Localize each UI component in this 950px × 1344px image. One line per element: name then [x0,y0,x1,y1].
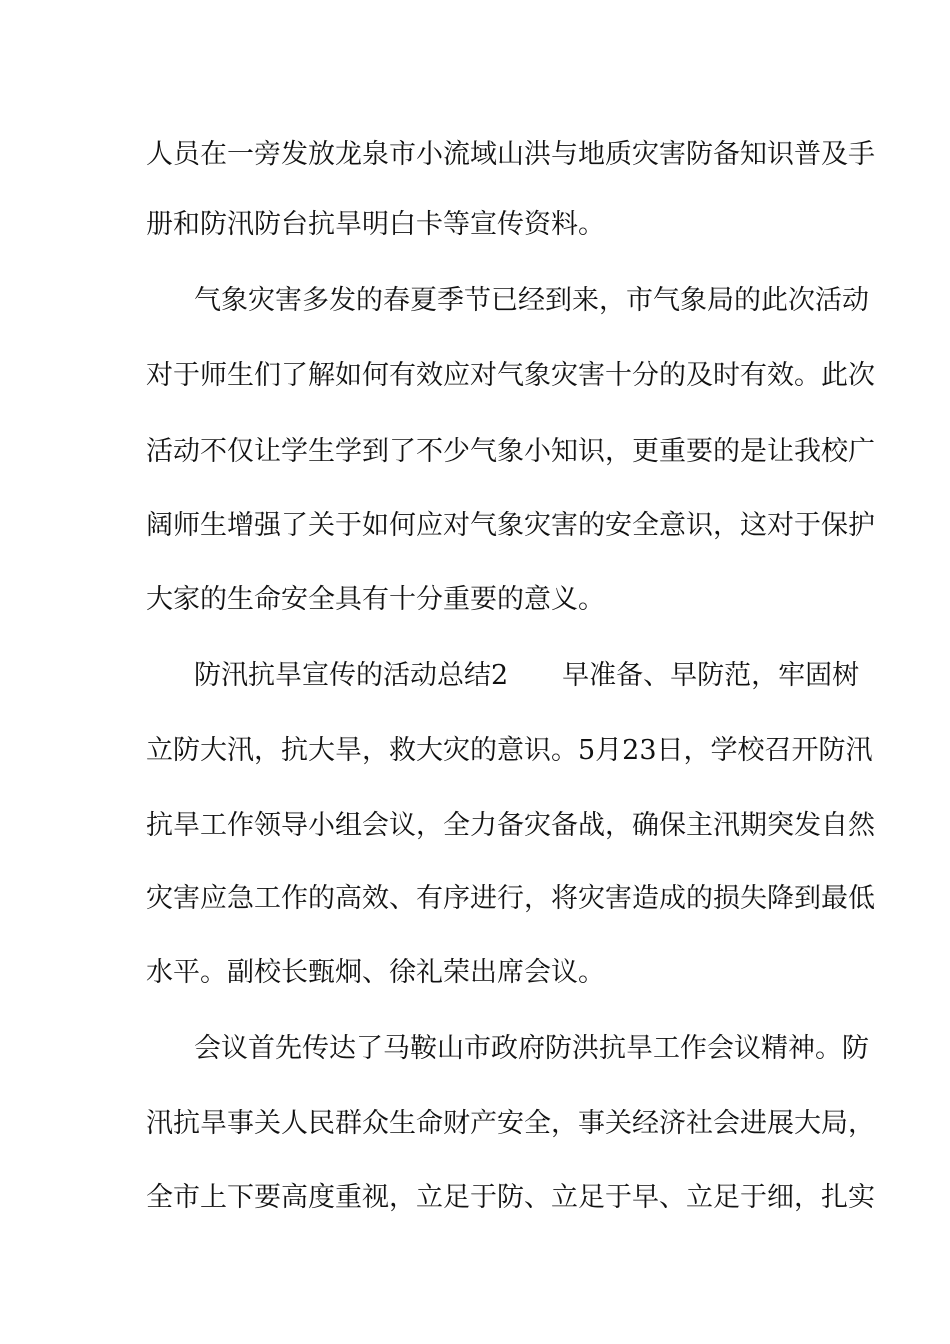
text-line: 阔师生增强了关于如何应对气象灾害的安全意识，这对于保护 [146,510,875,541]
text-line: 全市上下要高度重视，立足于防、立足于早、立足于细，扎实 [146,1182,875,1213]
text-line: 人员在一旁发放龙泉市小流域山洪与地质灾害防备知识普及手 [146,139,875,170]
text-line: 对于师生们了解如何有效应对气象灾害十分的及时有效。此次 [146,360,875,391]
text-line: 立防大汛，抗大旱，救大灾的意识。5月23日，学校召开防汛 [146,735,873,766]
text-line: 灾害应急工作的高效、有序进行，将灾害造成的损失降到最低 [146,883,875,914]
text-line: 册和防汛防台抗旱明白卡等宣传资料。 [146,209,605,240]
section-heading-line: 防汛抗旱宣传的活动总结2 早准备、早防范，牢固树 [194,660,860,691]
text-line: 汛抗旱事关人民群众生命财产安全，事关经济社会进展大局， [146,1108,875,1139]
text-line: 活动不仅让学生学到了不少气象小知识，更重要的是让我校广 [146,436,875,467]
paragraph-first-line: 会议首先传达了马鞍山市政府防洪抗旱工作会议精神。防 [194,1033,869,1064]
paragraph-first-line: 气象灾害多发的春夏季节已经到来，市气象局的此次活动 [194,285,869,316]
text-line: 大家的生命安全具有十分重要的意义。 [146,584,605,615]
text-line: 抗旱工作领导小组会议，全力备灾备战，确保主汛期突发自然 [146,810,875,841]
text-line: 水平。副校长甄炯、徐礼荣出席会议。 [146,957,605,988]
